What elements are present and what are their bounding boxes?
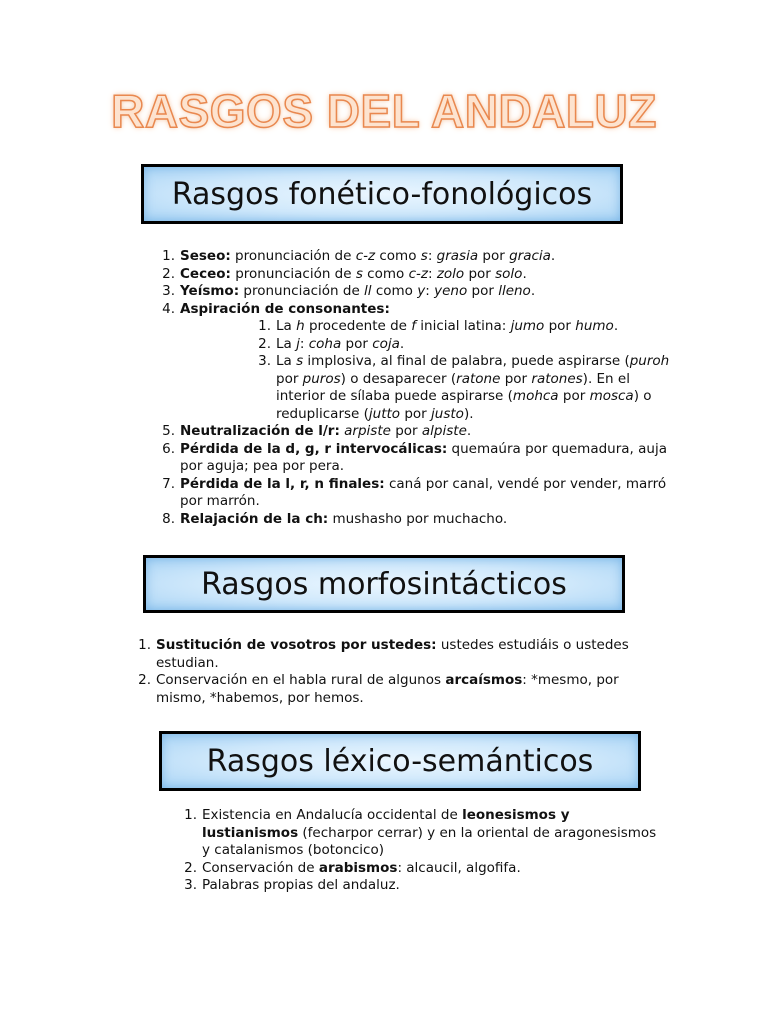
list-item [180, 318, 675, 336]
item-example: justo [431, 405, 464, 422]
item-text: . [466, 423, 472, 439]
item-text: : alcaucil, algofifa. [397, 859, 521, 876]
item-label: Pérdida de la d, g, r intervocálicas: [180, 440, 448, 457]
item-example: solo [495, 265, 523, 282]
item-example: j [296, 335, 300, 352]
item-number: 1. [184, 807, 197, 823]
section-heading-phonetic: Rasgos fonético-fonológicos [141, 164, 623, 224]
item-label: Neutralización de l/r: [180, 423, 340, 439]
item-text: inicial latina: [416, 318, 511, 334]
list-item [177, 807, 667, 860]
item-example: ratone [456, 370, 501, 387]
document-title: RASGOS DEL ANDALUZ [111, 85, 657, 137]
item-number: 2. [184, 859, 197, 876]
item-text: Conservación de [202, 859, 319, 876]
list-item [131, 637, 671, 672]
item-keyword: arcaísmos [445, 672, 523, 688]
item-example: coja [372, 335, 400, 352]
item-example: puroh [629, 353, 670, 369]
aspiration-sublist [180, 318, 675, 423]
section-heading-lexical: Rasgos léxico-semánticos [159, 731, 641, 791]
item-text: . [530, 283, 536, 299]
item-label: Ceceo: [180, 265, 231, 282]
list-item [155, 266, 675, 284]
item-text: : [425, 283, 435, 299]
list-item [155, 248, 675, 266]
item-text: pronunciación de [230, 265, 356, 282]
item-text: Existencia en Andalucía occidental de [202, 807, 463, 823]
item-text: pronunciación de [230, 248, 356, 264]
item-text: . [550, 248, 556, 264]
item-label: Yeísmo: [180, 283, 240, 299]
item-text: procedente de [304, 318, 412, 334]
item-number: 2. [162, 265, 175, 282]
item-label: Pérdida de la l, r, n finales: [180, 475, 385, 492]
item-text: por [467, 283, 499, 299]
item-text: por [478, 248, 510, 264]
list-item [131, 672, 671, 707]
item-example: h [296, 318, 305, 334]
item-text: por [500, 370, 532, 387]
item-text: ). En el interior de sílaba puede aspirarse ( [276, 370, 630, 404]
lexical-features-list [177, 807, 667, 895]
item-number: 2. [138, 672, 151, 688]
item-text: caná por canal, vendé por vender, marró por marrón. [180, 475, 667, 509]
item-number: 4. [162, 300, 175, 317]
item-text: por [544, 318, 576, 334]
item-example: jutto [368, 405, 401, 422]
item-number: 1. [258, 318, 271, 334]
item-label: Aspiración de consonantes: [180, 300, 390, 317]
item-number: 8. [162, 510, 175, 527]
phonetic-features-list [155, 248, 675, 528]
item-example: s [355, 265, 363, 282]
item-text: pronunciación de [239, 283, 365, 299]
item-example: y [417, 283, 426, 299]
item-text: por [390, 423, 422, 439]
item-example: lleno [498, 283, 531, 299]
list-item [177, 860, 667, 878]
item-example: zolo [436, 265, 465, 282]
item-example: gracia [509, 248, 551, 264]
item-number: 3. [184, 877, 197, 893]
item-text: La [276, 335, 297, 352]
item-example: coha [308, 335, 342, 352]
item-text: por [276, 370, 303, 387]
item-example: s [296, 353, 304, 369]
item-number: 1. [162, 248, 175, 264]
item-example: mohca [512, 388, 559, 404]
item-text: (fecharpor cerrar) y en la oriental de aragonesismos y catalanismos (botoncico) [202, 824, 657, 858]
item-example: mosca [589, 388, 634, 404]
section-heading-morphosyntactic: Rasgos morfosintácticos [143, 555, 625, 613]
item-number: 2. [258, 335, 271, 352]
item-label: Seseo: [180, 248, 231, 264]
item-text: por [341, 335, 373, 352]
item-text: ) o reduplicarse ( [276, 388, 652, 422]
item-example: c-z [408, 265, 428, 282]
item-text: mushasho por muchacho. [328, 510, 508, 527]
item-text: Conservación en el habla rural de algunos [156, 672, 446, 688]
item-keyword: arabismos [318, 859, 398, 876]
item-text: ) o desaparecer ( [340, 370, 457, 387]
list-item [155, 441, 675, 476]
item-text: como [371, 283, 418, 299]
item-example: ll [364, 283, 372, 299]
item-example: humo [575, 318, 614, 334]
item-example: jumo [510, 318, 545, 334]
item-text: : *mesmo, por mismo, *habemos, por hemos. [156, 672, 619, 706]
item-example: s [420, 248, 428, 264]
item-text: quemaúra por quemadura, auja por aguja; pea por pera. [180, 440, 667, 474]
item-text: : [427, 248, 437, 264]
item-text: ). [463, 405, 474, 422]
item-text: La [276, 353, 297, 369]
item-text: como [375, 248, 421, 264]
list-item [155, 511, 675, 529]
item-keyword: leonesismos y lustianismos [202, 807, 570, 841]
item-example: c-z [355, 248, 376, 264]
list-item [180, 336, 675, 354]
item-text: La [276, 318, 297, 334]
item-text: como [362, 265, 409, 282]
item-example: alpiste [421, 423, 467, 439]
list-item [155, 283, 675, 301]
list-item [180, 353, 675, 423]
item-number: 3. [258, 353, 271, 369]
item-number: 6. [162, 440, 175, 457]
item-example: ratones [531, 370, 583, 387]
item-text: : [427, 265, 437, 282]
item-example: grasia [436, 248, 479, 264]
item-text: implosiva, al final de palabra, puede aspirarse ( [303, 353, 630, 369]
item-example: f [411, 318, 417, 334]
item-label: Relajación de la ch: [180, 510, 329, 527]
item-text: ustedes estudiáis o ustedes estudian. [156, 637, 629, 671]
item-text: : [299, 335, 309, 352]
item-text: . [399, 335, 405, 352]
item-text: por [400, 405, 432, 422]
item-text: por [558, 388, 590, 404]
item-number: 5. [162, 423, 175, 439]
list-item [155, 423, 675, 441]
item-text: . [522, 265, 527, 282]
item-example: yeno [434, 283, 468, 299]
item-number: 1. [138, 637, 151, 653]
item-example: arpiste [344, 423, 391, 439]
item-text: Palabras propias del andaluz. [202, 877, 400, 893]
item-label: Sustitución de vosotros por ustedes: [156, 637, 437, 653]
list-item [177, 877, 667, 895]
item-text: . [613, 318, 619, 334]
item-text: por [464, 265, 496, 282]
morphosyntactic-features-list [131, 637, 671, 707]
list-item [155, 301, 675, 424]
item-example: puros [302, 370, 341, 387]
item-number: 3. [162, 283, 175, 299]
item-number: 7. [162, 475, 175, 492]
list-item [155, 476, 675, 511]
